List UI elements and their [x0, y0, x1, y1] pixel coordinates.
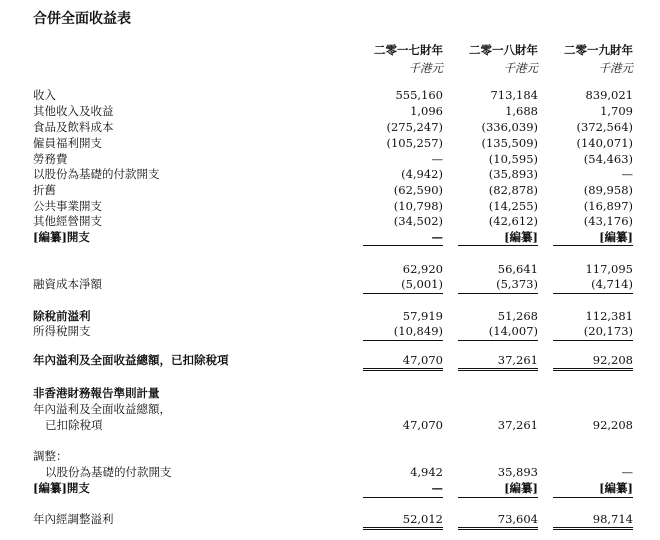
value-fy2019: 839,021 — [585, 88, 633, 102]
row-labour — [0, 152, 660, 166]
divider — [553, 497, 633, 498]
row-adj-share-payment — [0, 465, 660, 479]
column-header-fy2018 — [453, 42, 538, 76]
value-fy2018: 35,893 — [497, 465, 538, 479]
value-fy2017: — — [431, 152, 443, 166]
double-divider — [363, 368, 443, 371]
value-fy2018: (135,509) — [481, 136, 538, 150]
value-fy2019: (89,958) — [583, 183, 633, 197]
value-fy2018: (82,878) — [488, 183, 538, 197]
row-share-payment — [0, 167, 660, 181]
value-fy2017: 57,919 — [402, 309, 443, 323]
value-fy2019: 1,709 — [600, 104, 633, 118]
row-subtotal — [0, 262, 660, 276]
row-label: 公共事業開支 — [33, 199, 102, 213]
row-adjustments-title — [0, 449, 660, 463]
value-fy2017: (4,942) — [401, 167, 443, 181]
column-year: 二零一七財年 — [374, 43, 443, 57]
value-fy2019: (372,564) — [576, 120, 633, 134]
divider — [363, 497, 443, 498]
value-fy2017: 555,160 — [395, 88, 443, 102]
row-label: 以股份為基礎的付款開支 — [45, 465, 172, 479]
value-fy2017: 1,096 — [410, 104, 443, 118]
column-header-fy2019 — [548, 42, 633, 76]
section-heading: 非香港財務報告準則計量 — [33, 386, 160, 400]
value-fy2017: 47,070 — [402, 353, 443, 367]
row-label: 年內溢利及全面收益總額，已扣除稅項 — [33, 353, 229, 367]
value-fy2019: (20,173) — [583, 324, 633, 338]
divider — [553, 293, 633, 294]
row-label: 年內經調整溢利 — [33, 512, 114, 526]
row-utilities — [0, 199, 660, 213]
row-label: 勞務費 — [33, 152, 68, 166]
row-redacted-expense — [0, 230, 660, 244]
value-fy2019: 92,208 — [592, 353, 633, 367]
value-fy2018: (336,039) — [481, 120, 538, 134]
row-label: 其他經營開支 — [33, 214, 102, 228]
value-fy2018: (35,893) — [488, 167, 538, 181]
value-fy2019: (4,714) — [591, 277, 633, 291]
value-fy2017: 52,012 — [402, 512, 443, 526]
row-label: 收入 — [33, 88, 56, 102]
value-fy2017: (62,590) — [393, 183, 443, 197]
value-fy2017: (10,798) — [393, 199, 443, 213]
value-fy2018: [編纂] — [504, 481, 538, 495]
row-adj-redacted — [0, 481, 660, 495]
value-fy2017: 62,920 — [402, 262, 443, 276]
column-unit: 千港元 — [503, 61, 538, 75]
row-label: 所得稅開支 — [33, 324, 91, 338]
row-label: 僱員福利開支 — [33, 136, 102, 150]
value-fy2019: — — [621, 465, 633, 479]
value-fy2017: (10,849) — [393, 324, 443, 338]
divider — [553, 340, 633, 341]
value-fy2018: 1,688 — [505, 104, 538, 118]
value-fy2018: (10,595) — [488, 152, 538, 166]
row-revenue — [0, 88, 660, 102]
value-fy2019: (16,897) — [583, 199, 633, 213]
row-label: [編纂]開支 — [33, 230, 90, 244]
double-divider — [458, 527, 538, 530]
value-fy2018: 56,641 — [497, 262, 538, 276]
row-label: 年內溢利及全面收益總額， — [33, 402, 171, 416]
value-fy2019: (140,071) — [576, 136, 633, 150]
divider — [458, 497, 538, 498]
value-fy2018: (14,255) — [488, 199, 538, 213]
column-unit: 千港元 — [408, 61, 443, 75]
value-fy2018: 73,604 — [497, 512, 538, 526]
divider — [363, 293, 443, 294]
row-label: 折舊 — [33, 183, 56, 197]
value-fy2018: 51,268 — [497, 309, 538, 323]
row-label: 食品及飲料成本 — [33, 120, 114, 134]
row-food-cost — [0, 120, 660, 134]
row-adjusted-profit — [0, 512, 660, 526]
double-divider — [363, 527, 443, 530]
row-other-income — [0, 104, 660, 118]
column-unit: 千港元 — [598, 61, 633, 75]
row-nonhk-title — [0, 386, 660, 400]
value-fy2017: (5,001) — [401, 277, 443, 291]
row-profit-total — [0, 353, 660, 367]
row-nonhk-profit — [0, 418, 660, 432]
row-label: 調整： — [33, 449, 68, 463]
divider — [363, 340, 443, 341]
double-divider — [553, 368, 633, 371]
row-finance-cost — [0, 277, 660, 291]
value-fy2019: [編纂] — [599, 230, 633, 244]
double-divider — [458, 368, 538, 371]
value-fy2019: (54,463) — [583, 152, 633, 166]
column-year: 二零一九財年 — [564, 43, 633, 57]
row-label: 已扣除稅項 — [45, 418, 103, 432]
value-fy2018: (42,612) — [488, 214, 538, 228]
row-nonhk-line1 — [0, 402, 660, 416]
statement-title: 合併全面收益表 — [33, 11, 131, 27]
divider — [553, 245, 633, 246]
column-year: 二零一八財年 — [469, 43, 538, 57]
value-fy2019: — — [621, 167, 633, 181]
value-fy2019: 92,208 — [592, 418, 633, 432]
value-fy2019: [編纂] — [599, 481, 633, 495]
value-fy2019: 112,381 — [585, 309, 633, 323]
row-profit-before-tax — [0, 309, 660, 323]
row-label: [編纂]開支 — [33, 481, 90, 495]
value-fy2017: — — [431, 481, 443, 495]
value-fy2017: (275,247) — [386, 120, 443, 134]
row-label: 以股份為基礎的付款開支 — [33, 167, 160, 181]
value-fy2019: 98,714 — [592, 512, 633, 526]
value-fy2018: 37,261 — [497, 353, 538, 367]
column-header-fy2017 — [358, 42, 443, 76]
value-fy2017: — — [431, 230, 443, 244]
value-fy2019: 117,095 — [585, 262, 633, 276]
value-fy2018: [編纂] — [504, 230, 538, 244]
row-depreciation — [0, 183, 660, 197]
divider — [458, 340, 538, 341]
value-fy2018: 713,184 — [490, 88, 538, 102]
value-fy2018: (14,007) — [488, 324, 538, 338]
value-fy2019: (43,176) — [583, 214, 633, 228]
value-fy2017: 4,942 — [410, 465, 443, 479]
row-label: 其他收入及收益 — [33, 104, 114, 118]
value-fy2017: 47,070 — [402, 418, 443, 432]
value-fy2017: (105,257) — [386, 136, 443, 150]
divider — [458, 293, 538, 294]
value-fy2017: (34,502) — [393, 214, 443, 228]
value-fy2018: (5,373) — [496, 277, 538, 291]
divider — [458, 245, 538, 246]
row-other-opex — [0, 214, 660, 228]
value-fy2018: 37,261 — [497, 418, 538, 432]
divider — [363, 245, 443, 246]
row-staff-cost — [0, 136, 660, 150]
row-income-tax — [0, 324, 660, 338]
double-divider — [553, 527, 633, 530]
row-label: 融資成本淨額 — [33, 277, 102, 291]
row-label: 除稅前溢利 — [33, 309, 91, 323]
